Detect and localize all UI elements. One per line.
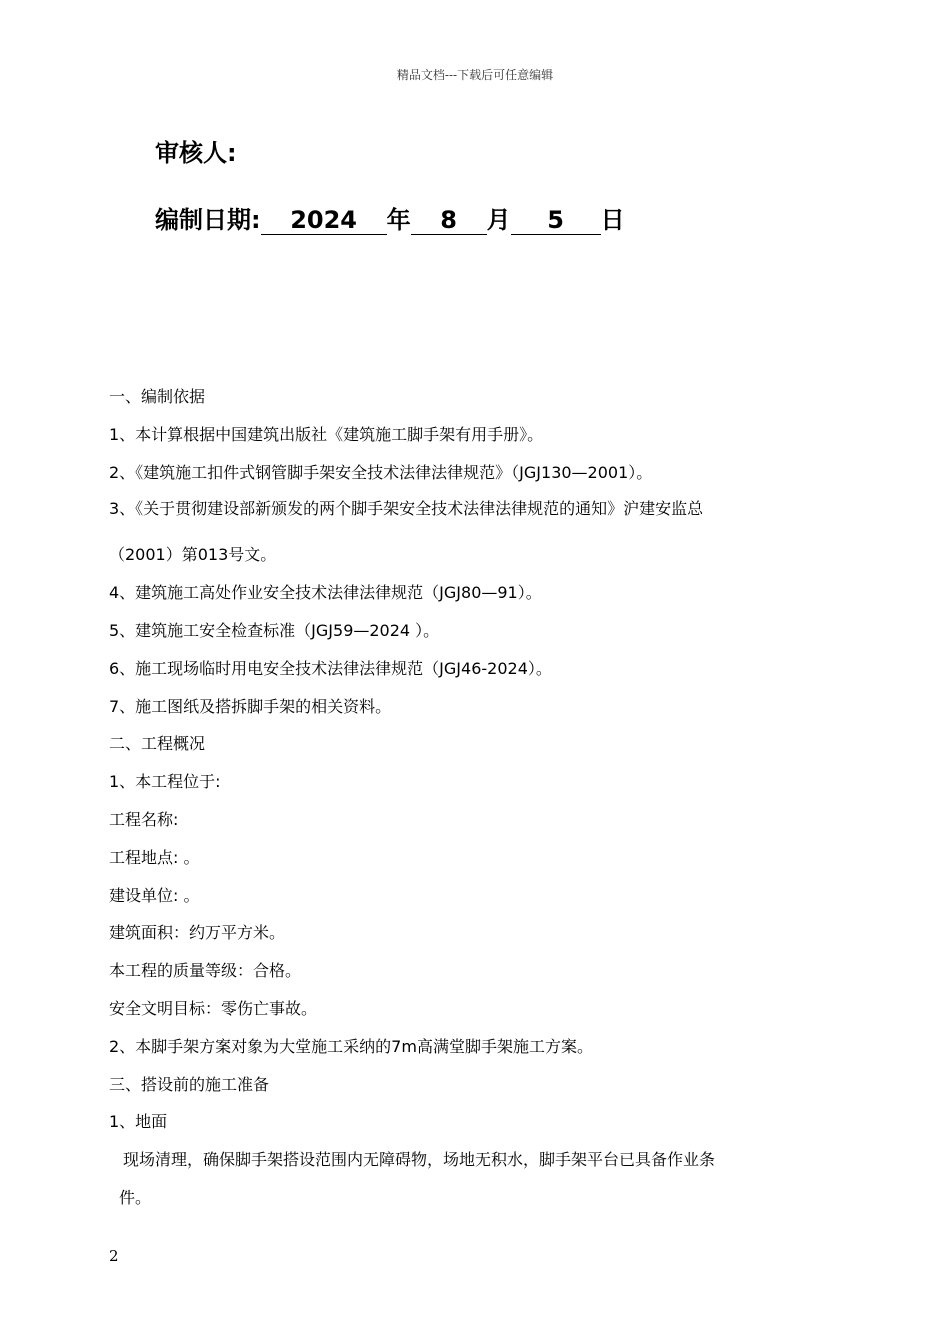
overview-floor-area: 建筑面积：约万平方米。: [109, 923, 286, 943]
overview-scaffold-scope: 2、本脚手架方案对象为大堂施工采纳的7m高满堂脚手架施工方案。: [109, 1036, 593, 1056]
basis-item-3-continued: （2001）第013号文。: [109, 545, 277, 565]
month-field: 8: [411, 206, 487, 235]
day-unit: 日: [600, 206, 625, 234]
reviewer-label: 审核人:: [155, 139, 237, 167]
basis-item-2: 2、《建筑施工扣件式钢管脚手架安全技术法律法律规范》（JGJ130—2001）。: [109, 462, 653, 482]
basis-item-7: 7、施工图纸及搭拆脚手架的相关资料。: [109, 696, 392, 716]
basis-item-5: 5、建筑施工安全检查标准（JGJ59—2024 ）。: [109, 620, 440, 640]
reviewer-line: [155, 133, 237, 168]
section-heading-overview: 二、工程概况: [109, 734, 206, 754]
overview-builder: 建设单位: 。: [109, 885, 200, 905]
overview-project-name: 工程名称:: [109, 809, 179, 829]
preparation-ground-text: 现场清理，确保脚手架搭设范围内无障碍物，场地无积水，脚手架平台已具备作业条: [123, 1150, 716, 1170]
basis-item-1: 1、本计算根据中国建筑出版社《建筑施工脚手架有用手册》。: [109, 424, 544, 444]
overview-location: 1、本工程位于:: [109, 772, 221, 792]
date-line: [155, 200, 625, 235]
basis-item-4: 4、建筑施工高处作业安全技术法律法律规范（JGJ80—91）。: [109, 583, 542, 603]
section-heading-basis: 一、编制依据: [109, 387, 206, 406]
year-unit: 年: [386, 206, 411, 234]
overview-quality-grade: 本工程的质量等级：合格。: [109, 961, 302, 981]
preparation-ground-text-continued: 件。: [119, 1187, 152, 1207]
date-label: 编制日期:: [155, 206, 261, 234]
overview-project-site: 工程地点: 。: [109, 847, 200, 867]
header-note: 精品文档---下载后可任意编辑: [396, 68, 554, 82]
year-field: 2024: [261, 206, 387, 235]
section-heading-preparation: 三、搭设前的施工准备: [109, 1074, 270, 1094]
day-field: 5: [511, 206, 601, 235]
document-body: [109, 378, 849, 1217]
month-unit: 月: [486, 206, 511, 234]
basis-item-3: 3、《关于贯彻建设部新颁发的两个脚手架安全技术法律法律规范的通知》沪建安监总: [109, 499, 704, 519]
overview-safety-target: 安全文明目标：零伤亡事故。: [109, 998, 318, 1018]
basis-item-6: 6、施工现场临时用电安全技术法律法律规范（JGJ46-2024）。: [109, 658, 552, 678]
preparation-ground-heading: 1、地面: [109, 1112, 168, 1132]
page-number: 2: [109, 1247, 119, 1265]
